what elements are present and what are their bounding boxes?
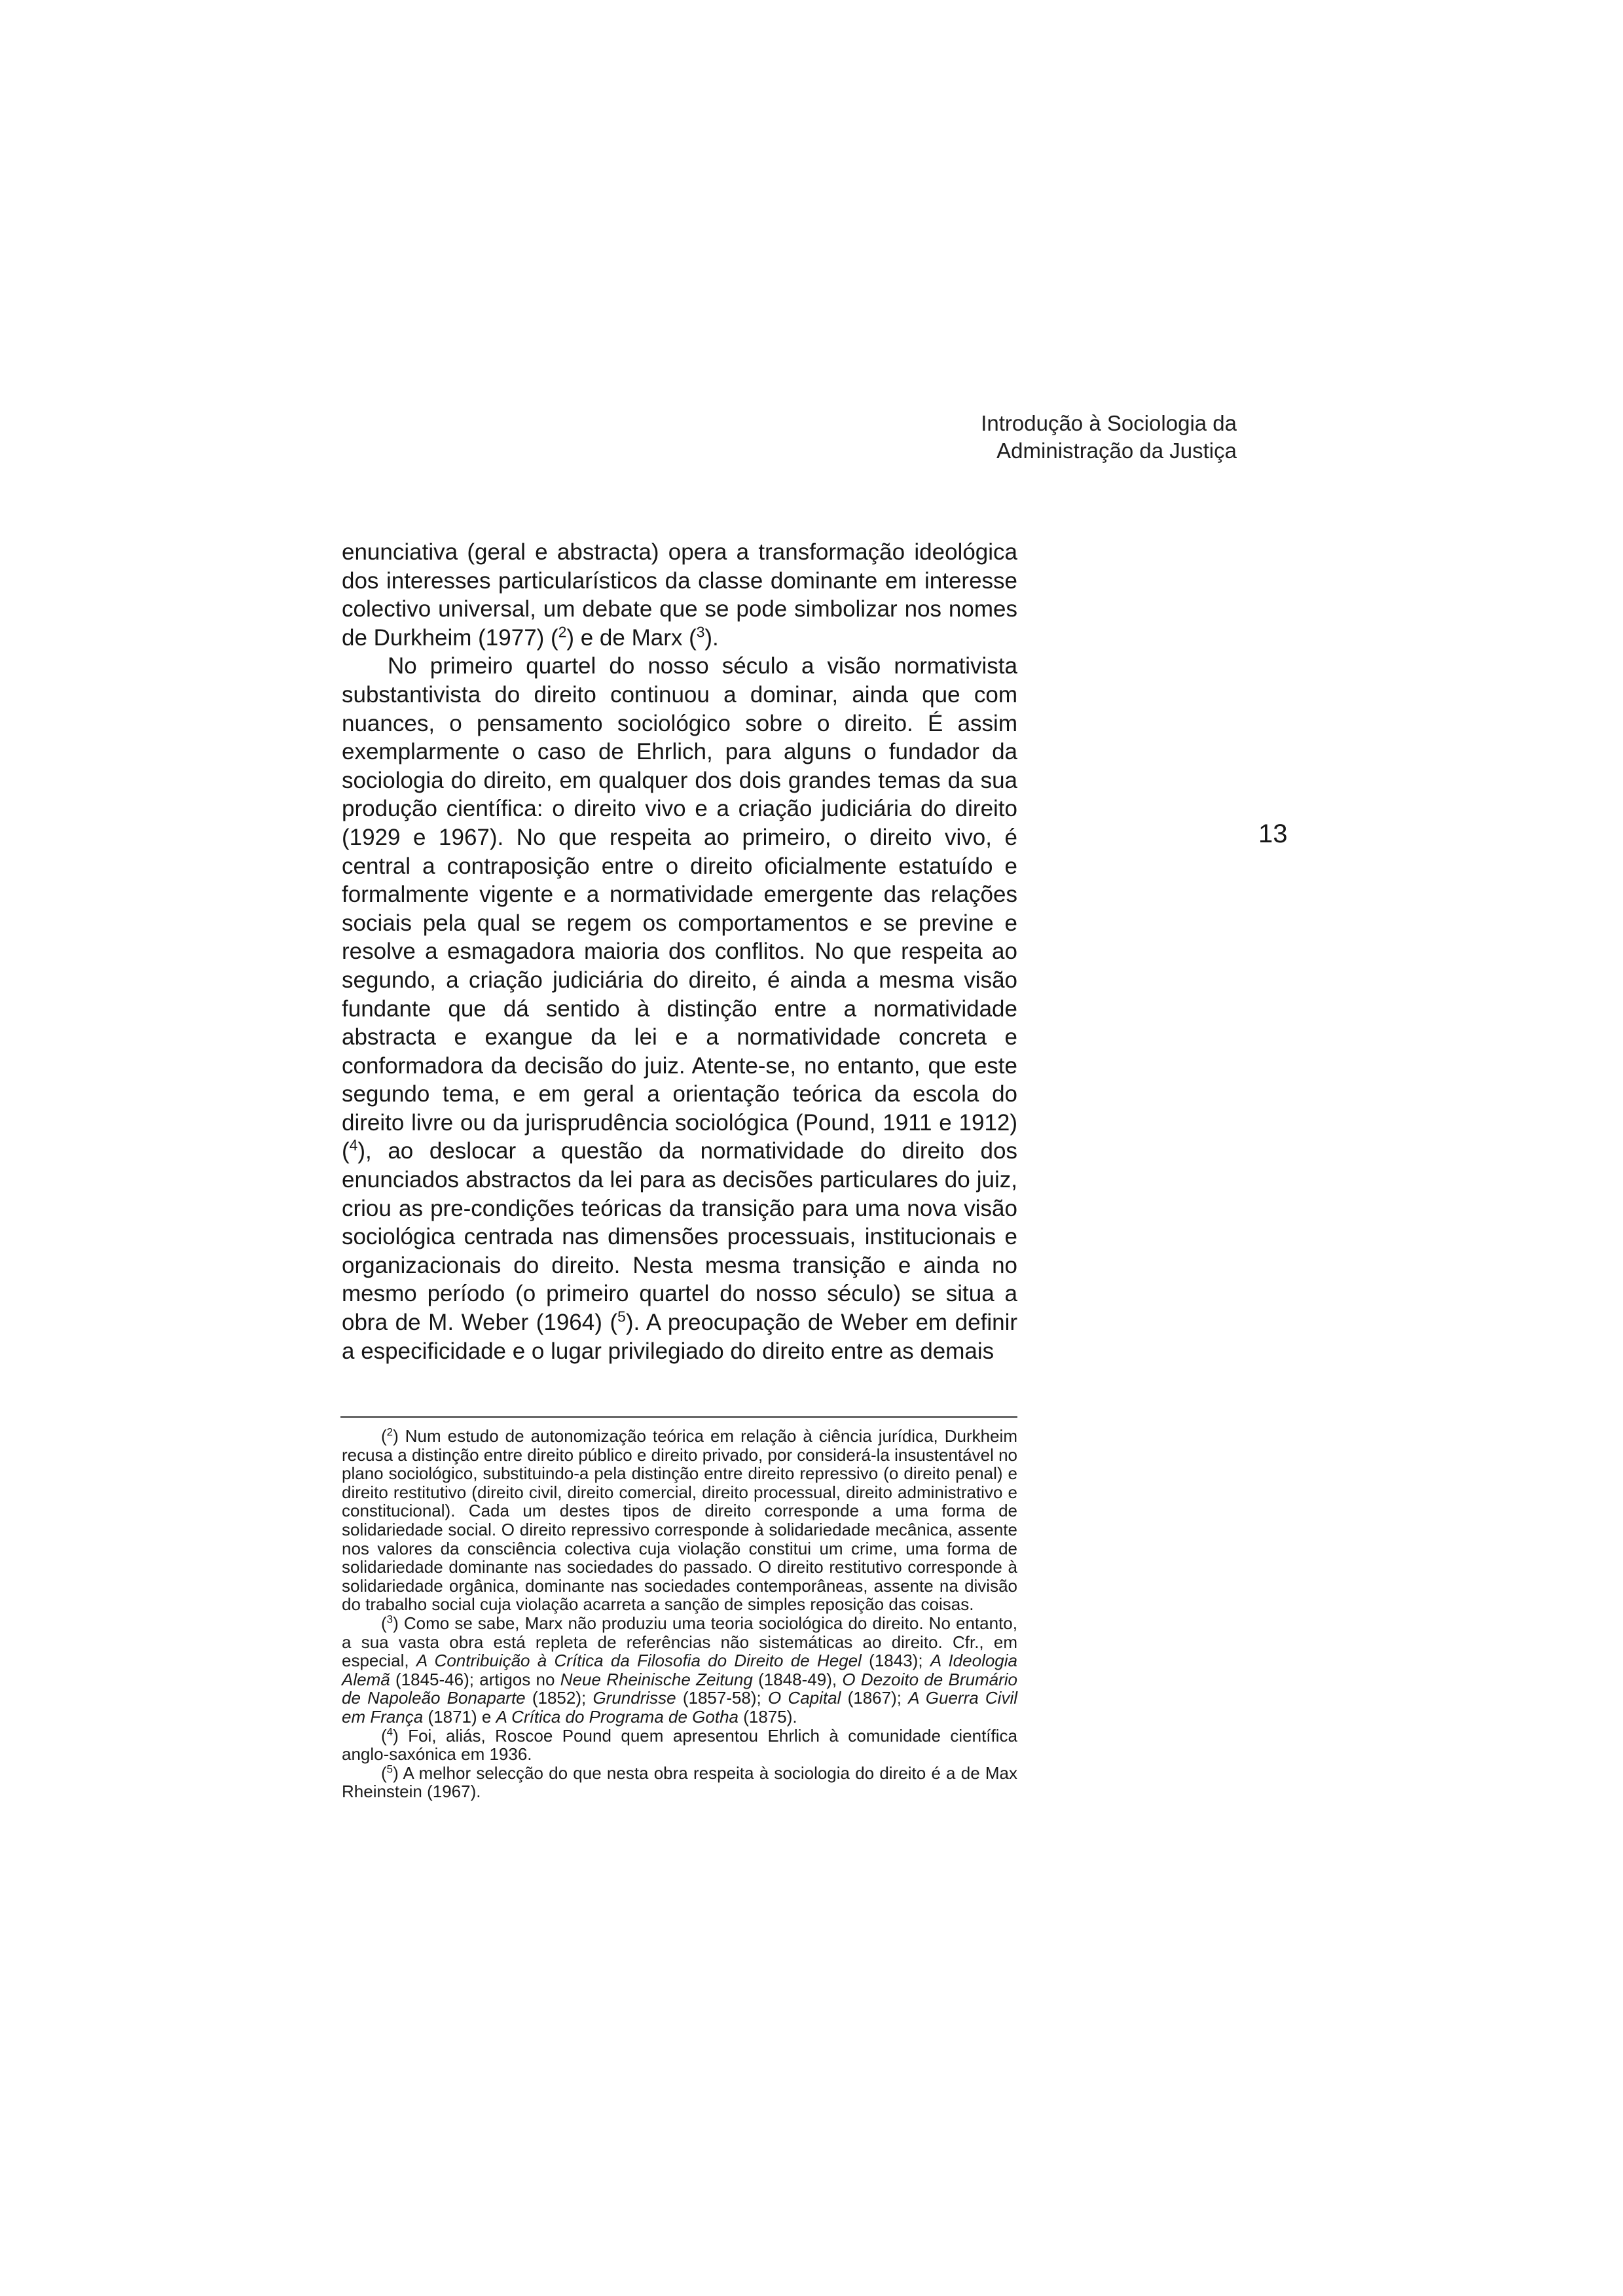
work-title: Grundrisse [593, 1688, 676, 1708]
paragraph-2-text-b: ), ao deslocar a questão da normatividade do direito dos enunciados abstractos da lei para as decisões particulares do juiz, criou as pre-condições teóricas da transição para uma nova visão sociológica centrada nas dimensões processuais, institucionais e organizacionais do direito. Nesta mesma transição e ainda no mesmo período (o primeiro quartel do nosso século) se situa a obra de M. Weber (1964) ( [342, 1138, 1017, 1336]
footnote-2-text: Num estudo de autonomização teórica em relação à ciência jurídica, Durkheim recusa a distinção entre direito público e direito privado, por considerá-la insustentável no plano sociológico, substituindo-a pela distinção entre direito repressivo (o direito penal) e direito restitutivo (direito civil, direito comercial, direito processual, direito administrativo e constitucional). Cada um destes tipos de direito corresponde a uma forma de solidariedade social. O direito repressivo corresponde à solidariedade mecânica, assente nos valores da consciência colectiva cuja violação constitui um crime, uma forma de solidariedade dominante nas sociedades do passado. O direito restitutivo corresponde à solidariedade orgânica, dominante nas sociedades contemporâneas, assente na divisão do trabalho social cuja violação acarreta a sanção de simples reposição das coisas. [342, 1426, 1017, 1615]
footnote-3-text-g: (1867); [841, 1688, 909, 1708]
work-title: A Crítica do Programa de Gotha [496, 1706, 739, 1727]
footnote-3-text-e: (1852); [525, 1688, 593, 1708]
main-text [342, 538, 1017, 1365]
footnote-ref-5: 5 [617, 1308, 626, 1325]
work-title: Neue Rheinische Zeitung [560, 1669, 753, 1689]
footnote-3-text-b: (1843); [861, 1651, 930, 1671]
footnote-3-text-i: (1875). [739, 1706, 797, 1727]
work-title: A Ideologia Alemã [342, 1651, 1017, 1689]
footnote-ref-3: 3 [696, 623, 705, 641]
footnote-3-text-h: (1871) e [423, 1706, 496, 1727]
running-header-line-2: Administração da Justiça [996, 439, 1237, 463]
running-header-line-1: Introdução à Sociologia da [981, 411, 1237, 435]
paragraph-2-text-a: No primeiro quartel do nosso século a visão normativista substantivista do direito continuou a dominar, ainda que com nuances, o pensamento sociológico sobre o direito. É assim exemplarmente o caso de Ehrlich, para alguns o fundador da sociologia do direito, em qualquer dos dois grandes temas da sua produção científica: o direito vivo e a criação judiciária do direito (1929 e 1967). No que respeita ao primeiro, o direito vivo, é central a contraposição entre o direito oficialmente estatuído e formalmente vigente e a normatividade emergente das relações sociais pela qual se regem os comportamentos e se previne e resolve a esmagadora maioria dos conflitos. No que respeita ao segundo, a criação judiciária do direito, é ainda a mesma visão fundante que dá sentido à distinção entre a normatividade abstracta e exangue da lei e a normatividade concreta e conformadora da decisão do juiz. Atente-se, no entanto, que este segundo tema, e em geral a orientação teórica da escola do direito livre ou da jurisprudência sociológica (Pound, 1911 e 1912) ( [342, 653, 1017, 1164]
footnote-5: ($^5$) A melhor selecção do que nesta obra respeita à sociologia do direito é a de Max Rheinstein (1967). [342, 1763, 1017, 1802]
work-title: A Guerra Civil em França [342, 1688, 1018, 1727]
paragraph-1-text-a: enunciativa (geral e abstracta) opera a transformação ideológica dos interesses particularísticos da classe dominante em interesse colectivo universal, um debate que se pode simbolizar nos nomes de Durkheim (1977) ( [342, 539, 1017, 651]
footnote-3-text-a: Como se sabe, Marx não produziu uma teoria sociológica do direito. No entanto, a sua vasta obra está repleta de referências não sistemáticas ao direito. Cfr., em especial, [342, 1613, 1017, 1671]
paragraph-1-text-b: ) e de Marx ( [566, 624, 697, 651]
page-number: 13 [1258, 819, 1288, 848]
footnote-separator [340, 1416, 1017, 1418]
footnote-3-text-d: (1848-49), [752, 1669, 843, 1689]
footnote-ref-2: 2 [558, 623, 567, 641]
paragraph-2-text-c: ). A preocupação de Weber em definir a especificidade e o lugar privilegiado do direito entre as demais [342, 1310, 1017, 1364]
footnote-5-number: 5 [386, 1763, 393, 1776]
paragraph-1 [342, 538, 1017, 652]
work-title: A Contribuição à Crítica da Filosofia do Direito de Hegel [416, 1651, 862, 1671]
footnote-4-number: 4 [386, 1725, 393, 1738]
footnote-4: ($^4$) Foi, aliás, Roscoe Pound quem apresentou Ehrlich à comunidade científica anglo-saxónica em 1936. [342, 1725, 1017, 1765]
footnote-ref-4: 4 [349, 1136, 358, 1154]
footnote-2: ($^2$) Num estudo de autonomização teórica em relação à ciência jurídica, Durkheim recusa a distinção entre direito público e direito privado, por considerá-la insustentável no plano sociológico, substituindo-a pela distinção entre direito repressivo (o direito penal) e direito restitutivo (direito civil, direito comercial, direito processual, direito administrativo e constitucional). Cada um destes tipos de direito corresponde a uma forma de solidariedade social. O direito repressivo corresponde à solidariedade mecânica, assente nos valores da consciência colectiva cuja violação constitui um crime, uma forma de solidariedade dominante nas sociedades do passado. O direito restitutivo corresponde à solidariedade orgânica, dominante nas sociedades contemporâneas, assente na divisão do trabalho social cuja violação acarreta a sanção de simples reposição das coisas. [342, 1426, 1017, 1615]
footnote-3-text-f: (1857-58); [676, 1688, 768, 1708]
footnote-3-text-c: (1845-46); artigos no [390, 1669, 560, 1689]
footnote-2-number: 2 [386, 1426, 393, 1439]
footnote-4-text: Foi, aliás, Roscoe Pound quem apresentou Ehrlich à comunidade científica anglo-saxónica em 1936. [342, 1725, 1017, 1765]
work-title: O Capital [768, 1688, 841, 1708]
work-title: O Dezoito de Brumário de Napoleão Bonaparte [342, 1669, 1017, 1708]
footnote-3-number: 3 [386, 1613, 393, 1626]
running-header [981, 410, 1237, 465]
footnotes [342, 1427, 1017, 1801]
paragraph-1-text-c: ). [704, 624, 719, 651]
footnote-5-text: A melhor selecção do que nesta obra respeita à sociologia do direito é a de Max Rheinstein (1967). [342, 1763, 1017, 1802]
paragraph-2 [342, 652, 1017, 1365]
footnote-3: ($^3$) Como se sabe, Marx não produziu uma teoria sociológica do direito. No entanto, a sua vasta obra está repleta de referências não sistemáticas ao direito. Cfr., em especial, A Contribuição à Crítica da Filosofia do Direito de Hegel (1843); A Ideologia Alemã (1845-46); artigos no Neue Rheinische Zeitung (1848-49), O Dezoito de Brumário de Napoleão Bonaparte (1852); Grundrisse (1857-58); O Capital (1867); A Guerra Civil em França (1871) e A Crítica do Programa de Gotha (1875). [342, 1613, 1018, 1727]
